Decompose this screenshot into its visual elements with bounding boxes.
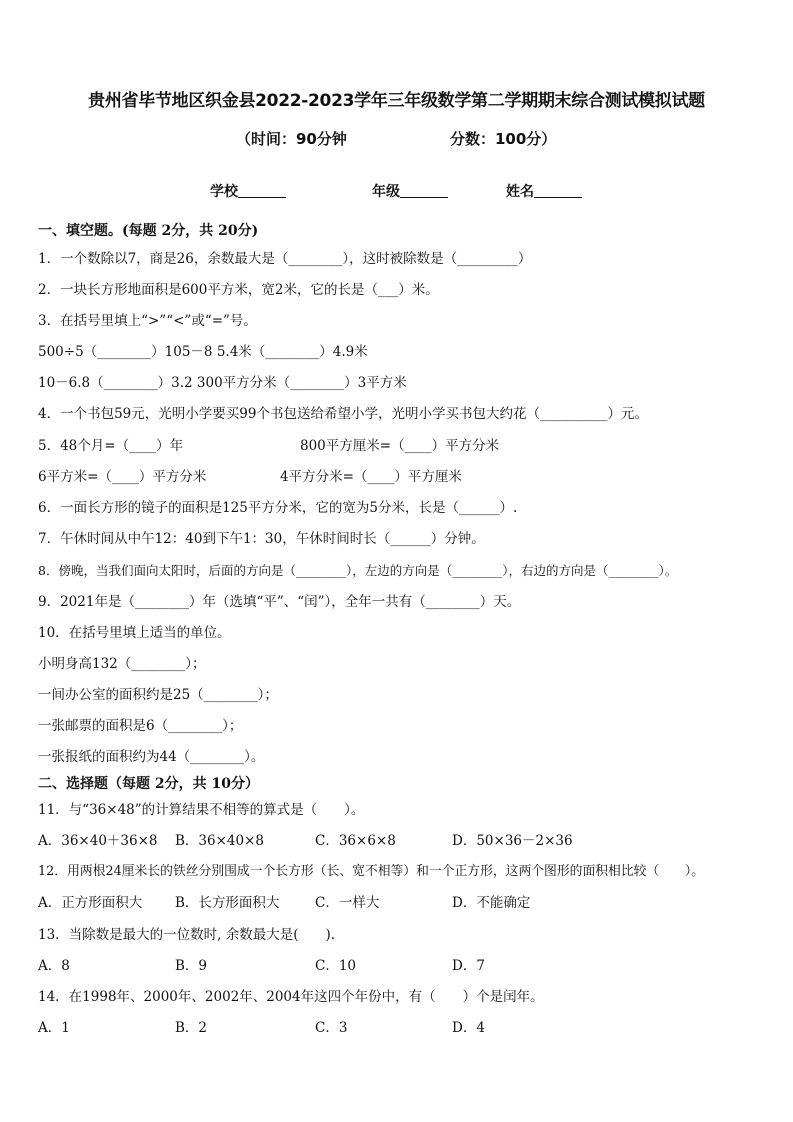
- question-line: 一张邮票的面积是6（________）；: [38, 718, 243, 734]
- exam-time: （时间：90分钟: [236, 130, 347, 148]
- question-line: 12．用两根24厘米长的铁丝分别围成一个长方形（长、宽不相等）和一个正方形，这两个图形的面积相比较（ ）。: [38, 864, 705, 879]
- option-b: B．9: [175, 958, 208, 974]
- option-d: D．4: [452, 1020, 485, 1036]
- question-line: 6．一面长方形的镜子的面积是125平方分米，它的宽为5分米，长是（______）.: [38, 500, 518, 516]
- question-line: 6平方米=（____）平方分米: [38, 469, 207, 485]
- question-line: 800平方厘米=（____）平方分米: [300, 438, 500, 454]
- option-d: D．不能确定: [452, 895, 531, 911]
- question-line: 1．一个数除以7，商是26，余数最大是（________），这时被除数是（_________）: [38, 251, 532, 267]
- option-d: D．50×36－2×36: [452, 833, 573, 849]
- question-line: 7．午休时间从中午12：40到下午1：30，午休时间时长（______）分钟。: [38, 531, 485, 547]
- grade-field: 年级: [372, 181, 448, 201]
- option-b: B．36×40×8: [175, 833, 264, 849]
- section-title: 一、填空题。(每题 2分，共 20分): [38, 223, 259, 239]
- question-line: 11．与“36×48”的计算结果不相等的算式是（ ）。: [38, 802, 365, 818]
- question-line: 小明身高132（________）；: [38, 656, 206, 672]
- question-line: 13．当除数是最大的一位数时, 余数最大是( ).: [38, 927, 336, 943]
- question-line: 14．在1998年、2000年、2002年、2004年这四个年份中，有（ ）个是闰年。: [38, 989, 544, 1005]
- option-d: D．7: [452, 958, 485, 974]
- name-field: 姓名: [506, 181, 582, 201]
- option-c: C．36×6×8: [315, 833, 396, 849]
- option-a: A．8: [38, 958, 70, 974]
- exam-score: 分数：100分）: [450, 130, 557, 148]
- option-c: C．3: [315, 1020, 348, 1036]
- exam-title: 贵州省毕节地区织金县2022-2023学年三年级数学第二学期期末综合测试模拟试题: [88, 91, 705, 111]
- option-c: C．10: [315, 958, 357, 974]
- question-line: 4．一个书包59元，光明小学要买99个书包送给希望小学，光明小学买书包大约花（__________）元。: [38, 406, 648, 422]
- question-line: 9．2021年是（________）年（选填“平”、“闰”），全年一共有（________）天。: [38, 594, 521, 610]
- question-line: 5．48个月=（____）年: [38, 438, 184, 454]
- question-line: 10－6.8（________）3.2 300平方分米（________）3平方米: [38, 375, 407, 391]
- option-c: C．一样大: [315, 895, 380, 911]
- school-field: 学校: [210, 181, 286, 201]
- option-a: A．1: [38, 1020, 70, 1036]
- option-a: A．36×40＋36×8: [38, 833, 158, 849]
- section-title: 二、选择题（每题 2分，共 10分）: [38, 776, 259, 792]
- option-b: B．2: [175, 1020, 208, 1036]
- question-line: 500÷5（________）105－8 5.4米（________）4.9米: [38, 344, 368, 360]
- question-line: 2．一块长方形地面积是600平方米，宽2米，它的长是（___）米。: [38, 282, 439, 298]
- question-line: 一间办公室的面积约是25（________）；: [38, 687, 278, 703]
- question-line: 3．在括号里填上“>”“<”或“=”号。: [38, 313, 257, 329]
- question-line: 8．傍晚，当我们面向太阳时，后面的方向是（________），左边的方向是（________），右边的方向是（________）。: [38, 563, 678, 578]
- question-line: 4平方分米=（____）平方厘米: [280, 469, 462, 485]
- question-line: 一张报纸的面积约为44（________）。: [38, 749, 265, 765]
- option-a: A．正方形面积大: [38, 895, 143, 911]
- option-b: B．长方形面积大: [175, 895, 280, 911]
- question-line: 10．在括号里填上适当的单位。: [38, 625, 231, 641]
